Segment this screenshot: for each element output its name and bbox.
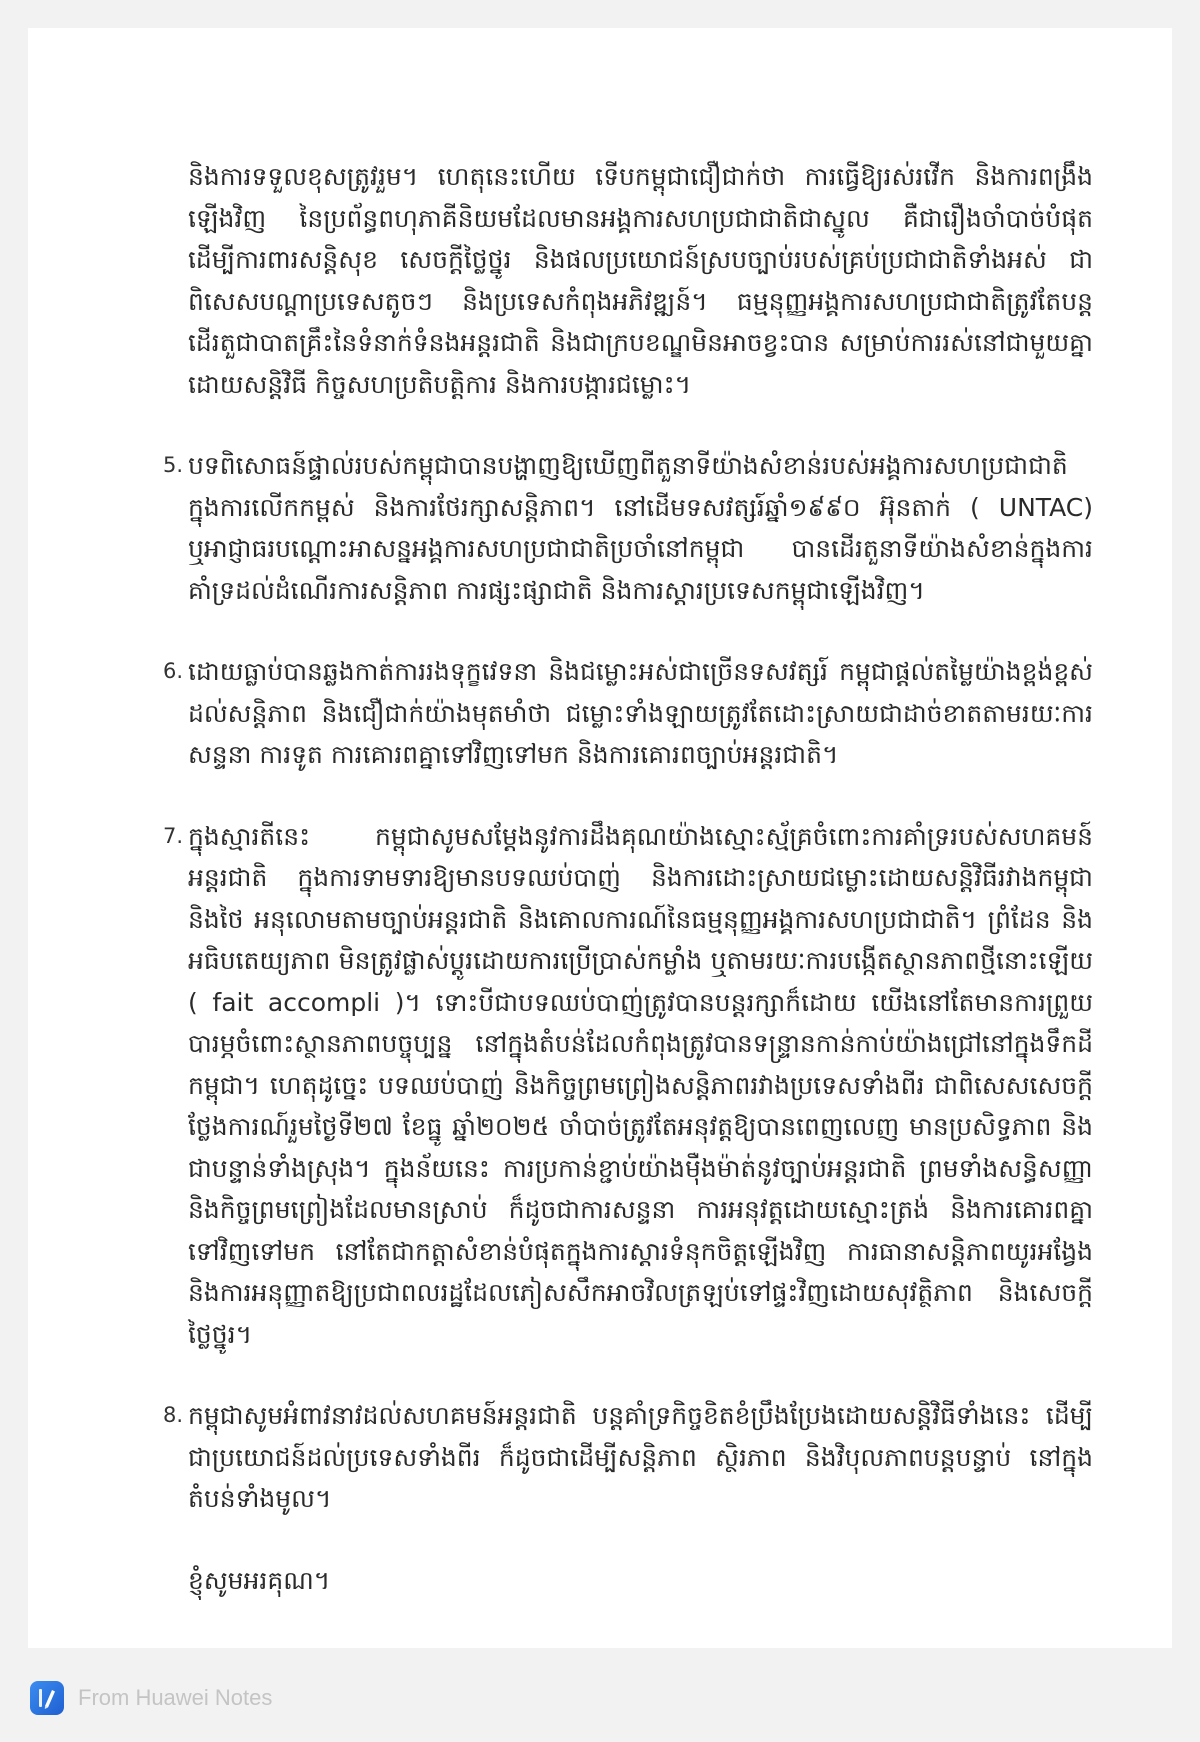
item-number: 5. bbox=[163, 453, 184, 477]
paragraph-spacer bbox=[163, 1355, 1093, 1395]
pencil-glyph bbox=[30, 1681, 64, 1715]
item-text: កម្ពុជាសូមអំពាវនាវដល់សហគមន៍អន្តរជាតិ បន្តគាំទ្រកិច្ចខិតខំប្រឹងប្រែងដោយសន្តិវិធីទាំងនេះ ដើម្បីជាប្រយោជន៍ដល់ប្រទេសទាំងពីរ ក៏ដូចជាដើម្បីសន្តិភាព ស្ថិរភាព និងវិបុលភាពបន្តបន្ទាប់ នៅក្នុងតំបន់ទាំងមូល។ bbox=[188, 1401, 1093, 1513]
list-item-7 bbox=[163, 816, 1093, 1356]
document-page bbox=[28, 28, 1172, 1648]
footer bbox=[30, 1680, 272, 1716]
paragraph-spacer bbox=[163, 776, 1093, 816]
intro-paragraph: និងការទទួលខុសត្រូវរួម។ ហេតុនេះហើយ ទើបកម្ពុជាជឿជាក់ថា ការធ្វើឱ្យរស់រវើក និងការពង្រឹងឡើងវិញ នៃប្រព័ន្ធពហុភាគីនិយមដែលមានអង្គការសហប្រជាជាតិជាស្នូល គឺជារឿងចាំបាច់បំផុត ដើម្បីការពារសន្តិសុខ សេចក្តីថ្លៃថ្នូរ និងផលប្រយោជន៍ស្របច្បាប់របស់គ្រប់ប្រជាជាតិទាំងអស់ ជាពិសេសបណ្តាប្រទេសតូចៗ និងប្រទេសកំពុងអភិវឌ្ឍន៍។ ធម្មនុញ្ញអង្គការសហប្រជាជាតិត្រូវតែបន្តដើរតួជាបាតគ្រឹះនៃទំនាក់ទំនងអន្តរជាតិ និងជាក្របខណ្ឌមិនអាចខ្វះបាន សម្រាប់ការរស់នៅជាមួយគ្នាដោយសន្តិវិធី កិច្ចសហប្រតិបត្តិការ និងការបង្ការជម្លោះ។ bbox=[188, 162, 1093, 399]
list-item-6 bbox=[163, 651, 1093, 776]
item-number: 8. bbox=[163, 1403, 184, 1427]
document-body bbox=[163, 156, 1093, 1601]
paragraph-spacer bbox=[163, 405, 1093, 445]
item-text: ក្នុងស្មារតីនេះ កម្ពុជាសូមសម្តែងនូវការដឹងគុណយ៉ាងស្មោះស្ម័គ្រចំពោះការគាំទ្ររបស់សហគមន៍អន្តរជាតិ ក្នុងការទាមទារឱ្យមានបទឈប់បាញ់ និងការដោះស្រាយជម្លោះដោយសន្តិវិធីរវាងកម្ពុជា និងថៃ អនុលោមតាមច្បាប់អន្តរជាតិ និងគោលការណ៍នៃធម្មនុញ្ញអង្គការសហប្រជាជាតិ។ ព្រំដែន និងអធិបតេយ្យភាព មិនត្រូវផ្លាស់ប្តូរដោយការប្រើប្រាស់កម្លាំង ឬតាមរយៈការបង្កើតស្ថានភាពថ្មីនោះឡើយ ( fait accompli )។ ទោះបីជាបទឈប់បាញ់ត្រូវបានបន្តរក្សាក៏ដោយ យើងនៅតែមានការព្រួយបារម្ភចំពោះស្ថានភាពបច្ចុប្បន្ន នៅក្នុងតំបន់ដែលកំពុងត្រូវបានទន្ទ្រានកាន់កាប់យ៉ាងជ្រៅនៅក្នុងទឹកដីកម្ពុជា។ ហេតុដូច្នេះ បទឈប់បាញ់ និងកិច្ចព្រមព្រៀងសន្តិភាពរវាងប្រទេសទាំងពីរ ជាពិសេសសេចក្តីថ្លែងការណ៍រួមថ្ងៃទី២៧ ខែធ្នូ ឆ្នាំ២០២៥ ចាំបាច់ត្រូវតែអនុវត្តឱ្យបានពេញលេញ មានប្រសិទ្ធភាព និងជាបន្ទាន់ទាំងស្រុង។ ក្នុងន័យនេះ ការប្រកាន់ខ្ជាប់យ៉ាងម៉ឺងម៉ាត់នូវច្បាប់អន្តរជាតិ ព្រមទាំងសន្ធិសញ្ញា និងកិច្ចព្រមព្រៀងដែលមានស្រាប់ ក៏ដូចជាការសន្ទនា ការអនុវត្តដោយស្មោះត្រង់ និងការគោរពគ្នាទៅវិញទៅមក នៅតែជាកត្តាសំខាន់បំផុតក្នុងការស្តារទំនុកចិត្តឡើងវិញ ការធានាសន្តិភាពយូរអង្វែង និងការអនុញ្ញាតឱ្យប្រជាពលរដ្ឋដែលភៀសសឹកអាចវិលត្រឡប់ទៅផ្ទះវិញដោយសុវត្ថិភាព និងសេចក្តីថ្លៃថ្នូរ។ bbox=[188, 821, 1093, 1349]
item-text: បទពិសោធន៍ផ្ទាល់របស់កម្ពុជាបានបង្ហាញឱ្យឃើញពីតួនាទីយ៉ាងសំខាន់របស់អង្គការសហប្រជាជាតិក្នុងការលើកកម្ពស់ និងការថែរក្សាសន្តិភាព។ នៅដើមទសវត្សរ៍ឆ្នាំ១៩៩០ អ៊ុនតាក់ ( UNTAC) ឬអាជ្ញាធរបណ្តោះអាសន្នអង្គការសហប្រជាជាតិប្រចាំនៅកម្ពុជា បានដើរតួនាទីយ៉ាងសំខាន់ក្នុងការគាំទ្រដល់ដំណើរការសន្តិភាព ការផ្សះផ្សាជាតិ និងការស្តារប្រទេសកម្ពុជាឡើងវិញ។ bbox=[188, 451, 1093, 605]
closing-line: ខ្ញុំសូមអរគុណ។ bbox=[188, 1565, 331, 1595]
footer-label: From Huawei Notes bbox=[78, 1685, 273, 1710]
paragraph-spacer bbox=[163, 611, 1093, 651]
item-number: 7. bbox=[163, 823, 184, 848]
item-text: ដោយធ្លាប់បានឆ្លងកាត់ការរងទុក្ខវេទនា និងជម្លោះអស់ជាច្រើនទសវត្សរ៍ កម្ពុជាផ្តល់តម្លៃយ៉ាងខ្ពង់ខ្ពស់ដល់សន្តិភាព និងជឿជាក់យ៉ាងមុតមាំថា ជម្លោះទាំងឡាយត្រូវតែដោះស្រាយជាដាច់ខាតតាមរយៈការសន្ទនា ការទូត ការគោរពគ្នាទៅវិញទៅមក និងការគោរពច្បាប់អន្តរជាតិ។ bbox=[188, 657, 1093, 769]
list-item-8 bbox=[163, 1395, 1093, 1520]
item-number: 6. bbox=[163, 659, 184, 683]
paragraph-spacer bbox=[163, 1520, 1093, 1560]
huawei-notes-icon bbox=[30, 1681, 64, 1715]
list-item-5 bbox=[163, 445, 1093, 611]
